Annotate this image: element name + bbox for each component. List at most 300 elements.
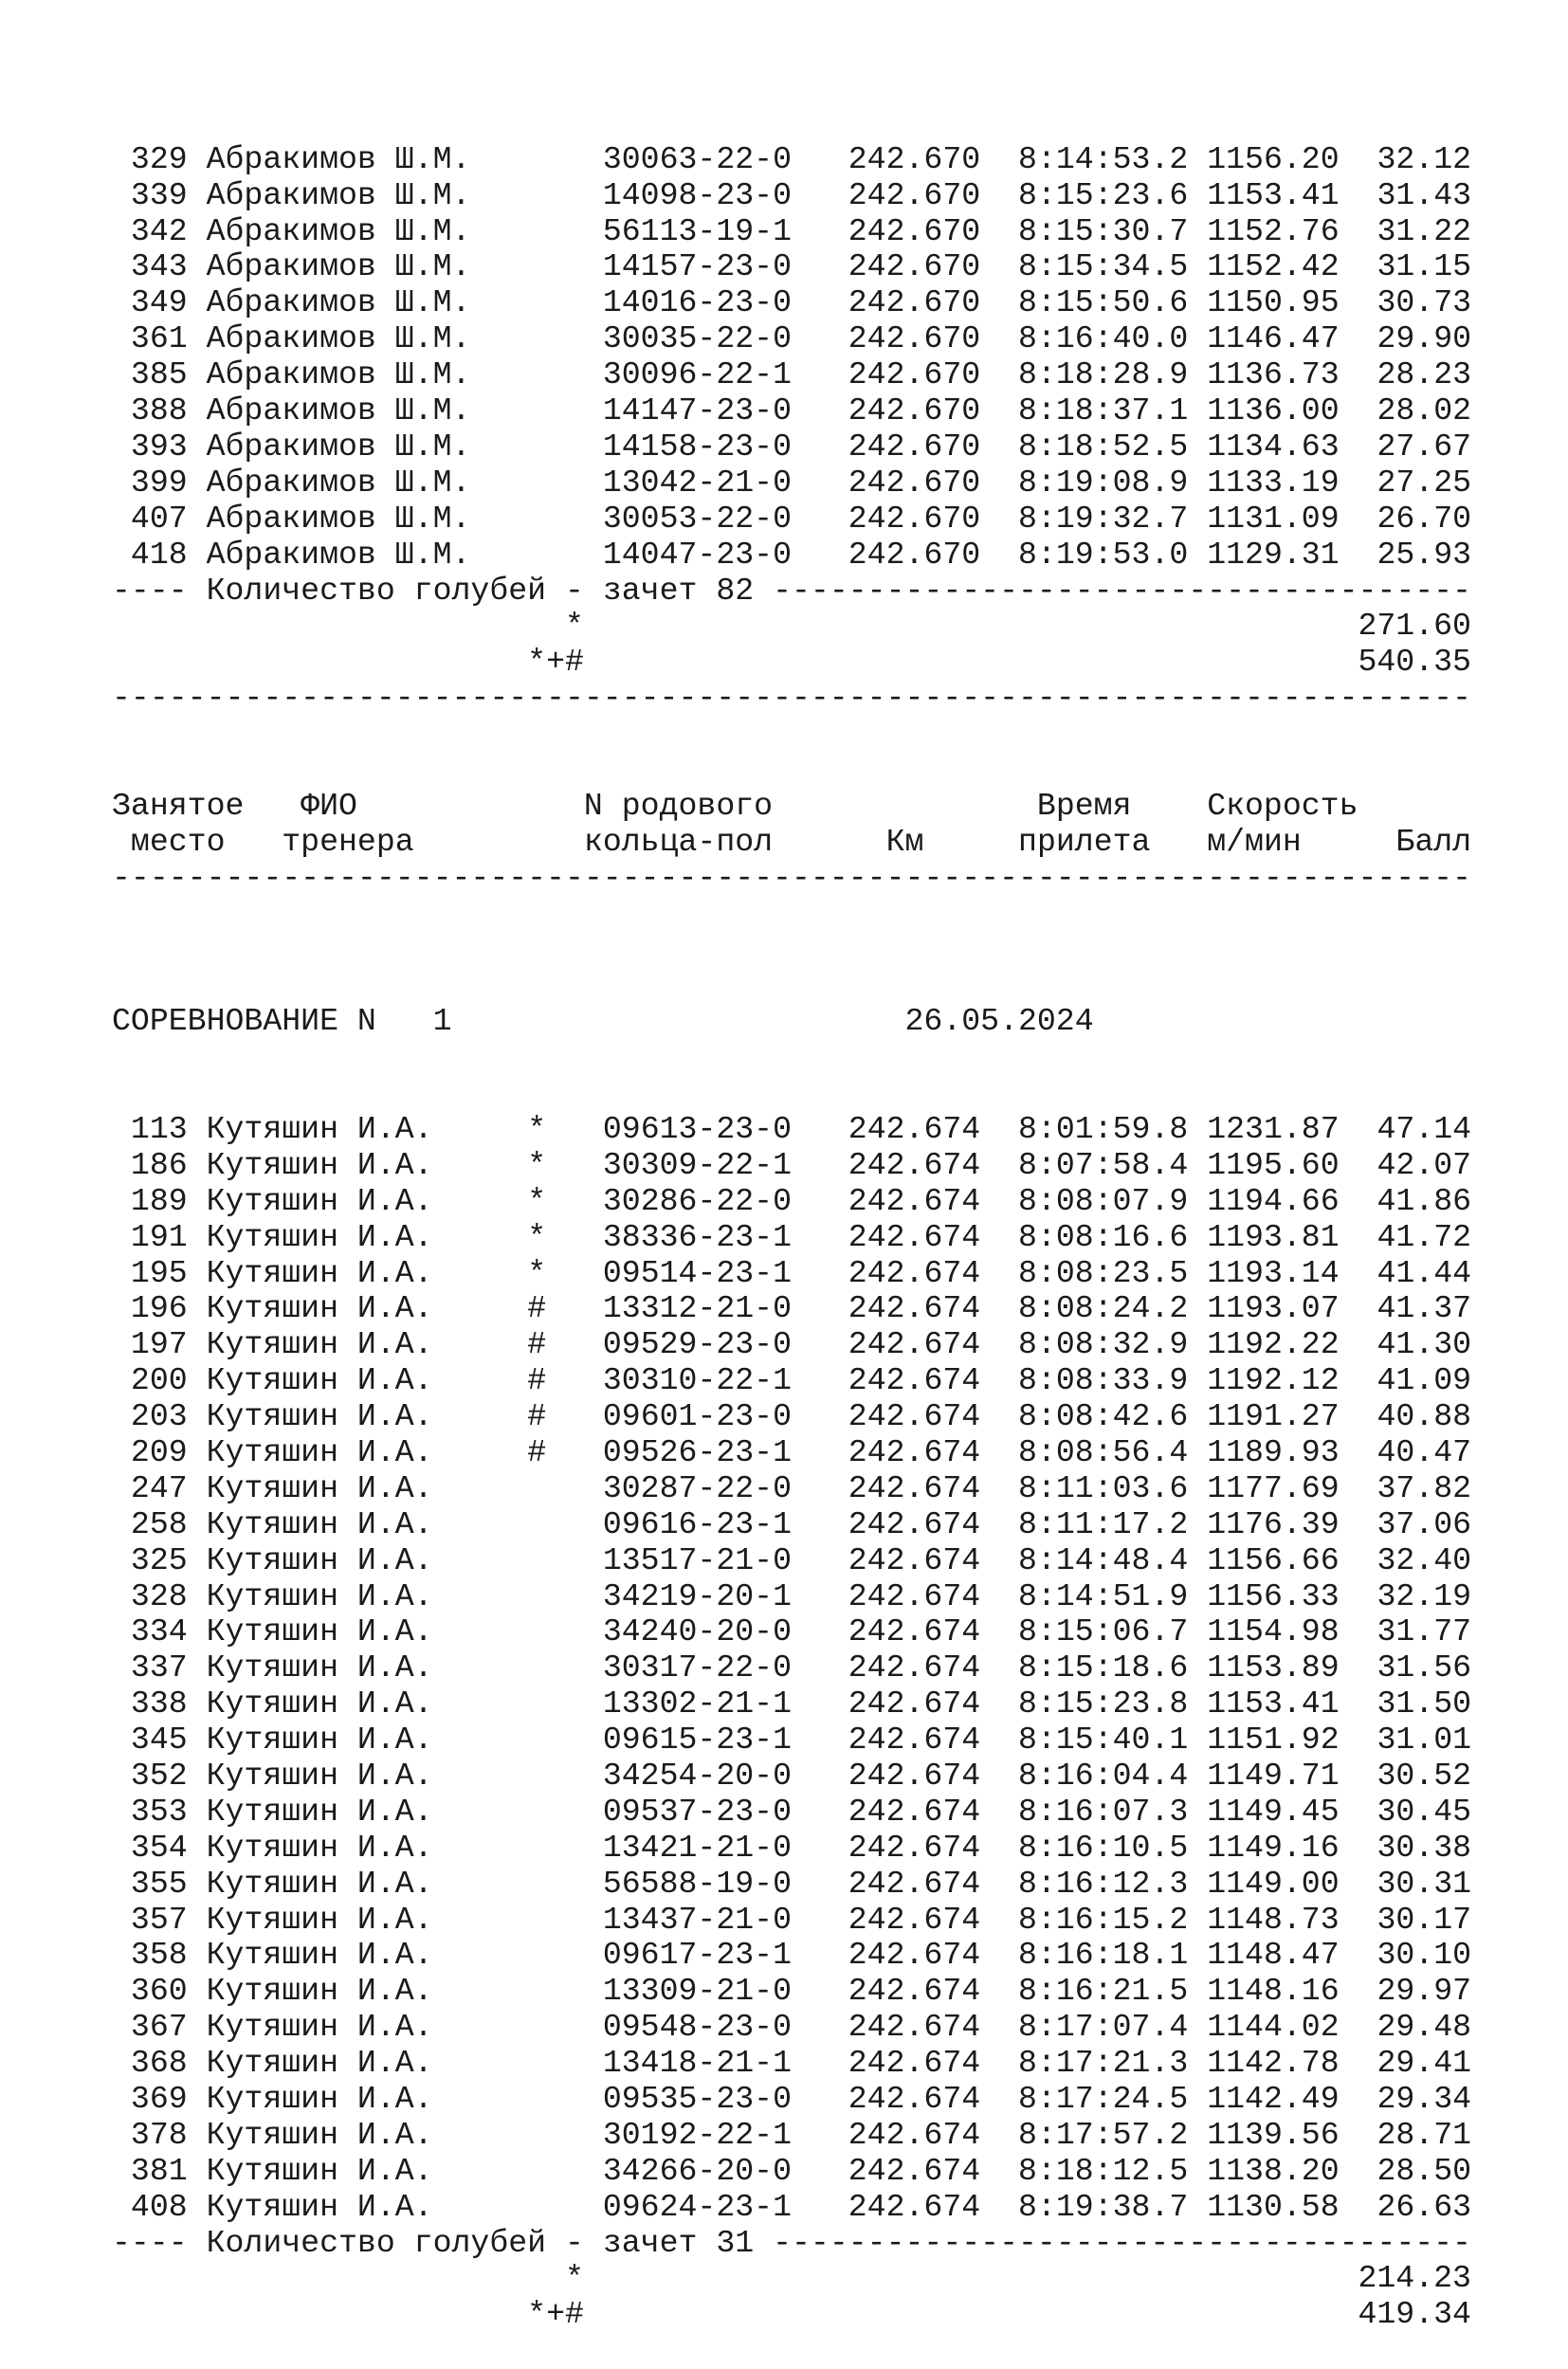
name-cell: Кутяшин И.А. — [206, 1110, 433, 1147]
speed-cell: 1193.81 — [1207, 1218, 1340, 1255]
time-cell: 8:17:24.5 — [1018, 2081, 1189, 2117]
time-cell: 8:15:23.6 — [1018, 176, 1189, 213]
results-sheet — [112, 70, 1534, 2369]
table-row — [112, 1795, 1534, 1831]
points-cell: 37.82 — [1377, 1469, 1472, 1506]
section-abrakimov — [112, 142, 1534, 717]
name-cell: Кутяшин И.А. — [206, 1398, 433, 1435]
table-row — [112, 249, 1534, 285]
place-cell: 191 — [130, 1218, 188, 1255]
table-row — [112, 1471, 1534, 1507]
place-cell: 381 — [130, 2152, 188, 2189]
km-cell: 242.674 — [848, 2116, 981, 2153]
speed-cell: 1150.95 — [1207, 284, 1340, 321]
ring-cell: 13517-21-0 — [602, 1541, 793, 1578]
speed-cell: 1191.27 — [1207, 1398, 1340, 1435]
time-cell: 8:18:52.5 — [1018, 428, 1189, 465]
table-row — [112, 1148, 1534, 1184]
points-cell: 27.67 — [1377, 428, 1472, 465]
name-cell: Кутяшин И.А. — [206, 1505, 433, 1542]
divider-rule: ------------------------------------------------------------------------ — [112, 859, 1471, 896]
count-label: Количество голубей - зачет — [206, 572, 698, 609]
ring-cell: 14158-23-0 — [602, 428, 793, 465]
combo-total: 540.35 — [1358, 644, 1471, 681]
km-cell: 242.674 — [848, 1218, 981, 1255]
header-ring: N родового — [583, 787, 774, 824]
place-cell: 367 — [130, 2009, 188, 2046]
combo-total: 419.34 — [1358, 2296, 1471, 2333]
points-cell: 37.06 — [1377, 1505, 1472, 1542]
combo-label: *+# — [527, 2296, 584, 2333]
header-speed: Скорость — [1207, 787, 1358, 824]
table-row — [112, 1399, 1534, 1435]
name-cell: Кутяшин И.А. — [206, 1182, 433, 1219]
ring-cell: 09537-23-0 — [602, 1793, 793, 1830]
km-cell: 242.674 — [848, 2188, 981, 2225]
name-cell: Кутяшин И.А. — [206, 1865, 433, 1902]
rule-lead: ---- — [112, 572, 207, 609]
table-row — [112, 357, 1534, 393]
points-cell: 29.48 — [1377, 2009, 1472, 2046]
km-cell: 242.674 — [848, 1362, 981, 1399]
speed-cell: 1144.02 — [1207, 2009, 1340, 2046]
place-cell: 361 — [130, 320, 188, 357]
points-cell: 25.93 — [1377, 536, 1472, 573]
star-total-line — [112, 2261, 1534, 2297]
place-cell: 325 — [130, 1541, 188, 1578]
time-cell: 8:16:04.4 — [1018, 1757, 1189, 1794]
points-cell: 32.40 — [1377, 1541, 1472, 1578]
mark-cell: * — [527, 1218, 547, 1255]
place-cell: 209 — [130, 1433, 188, 1470]
time-cell: 8:19:38.7 — [1018, 2188, 1189, 2225]
time-cell: 8:16:40.0 — [1018, 320, 1189, 357]
points-cell: 30.45 — [1377, 1793, 1472, 1830]
time-cell: 8:16:07.3 — [1018, 1793, 1189, 1830]
star-total-line — [112, 609, 1534, 645]
time-cell: 8:08:16.6 — [1018, 1218, 1189, 1255]
speed-cell: 1153.41 — [1207, 176, 1340, 213]
place-cell: 378 — [130, 2116, 188, 2153]
divider — [112, 681, 1534, 717]
time-cell: 8:17:21.3 — [1018, 2045, 1189, 2082]
points-cell: 41.30 — [1377, 1326, 1472, 1363]
km-cell: 242.674 — [848, 1541, 981, 1578]
mark-cell: # — [527, 1326, 547, 1363]
ring-cell: 14016-23-0 — [602, 284, 793, 321]
name-cell: Кутяшин И.А. — [206, 2152, 433, 2189]
ring-cell: 13418-21-1 — [602, 2045, 793, 2082]
speed-cell: 1153.41 — [1207, 1686, 1340, 1722]
ring-cell: 13042-21-0 — [602, 464, 793, 501]
name-cell: Кутяшин И.А. — [206, 1362, 433, 1399]
time-cell: 8:16:10.5 — [1018, 1829, 1189, 1866]
mark-cell: * — [527, 1182, 547, 1219]
ring-cell: 56588-19-0 — [602, 1865, 793, 1902]
km-cell: 242.674 — [848, 1290, 981, 1327]
place-cell: 334 — [130, 1613, 188, 1650]
km-cell: 242.674 — [848, 1469, 981, 1506]
time-cell: 8:14:48.4 — [1018, 1541, 1189, 1578]
points-cell: 31.77 — [1377, 1613, 1472, 1650]
star-total: 271.60 — [1358, 608, 1471, 645]
speed-cell: 1192.12 — [1207, 1362, 1340, 1399]
mark-cell: # — [527, 1398, 547, 1435]
km-cell: 242.674 — [848, 1182, 981, 1219]
table-row — [112, 2118, 1534, 2154]
rule-tail: ------------------------------------- — [773, 572, 1471, 609]
time-cell: 8:14:53.2 — [1018, 140, 1189, 177]
place-cell: 258 — [130, 1505, 188, 1542]
place-cell: 196 — [130, 1290, 188, 1327]
place-cell: 360 — [130, 1973, 188, 2010]
header-place: Занятое — [112, 787, 245, 824]
speed-cell: 1151.92 — [1207, 1722, 1340, 1759]
name-cell: Абракимов Ш.М. — [206, 248, 471, 285]
points-cell: 28.02 — [1377, 392, 1472, 429]
ring-cell: 09529-23-0 — [602, 1326, 793, 1363]
time-cell: 8:16:21.5 — [1018, 1973, 1189, 2010]
name-cell: Кутяшин И.А. — [206, 1433, 433, 1470]
km-cell: 242.674 — [848, 1865, 981, 1902]
speed-cell: 1194.66 — [1207, 1182, 1340, 1219]
place-cell: 407 — [130, 500, 188, 537]
ring-cell: 30309-22-1 — [602, 1146, 793, 1183]
speed-cell: 1192.22 — [1207, 1326, 1340, 1363]
speed-cell: 1177.69 — [1207, 1469, 1340, 1506]
place-cell: 408 — [130, 2188, 188, 2225]
place-cell: 343 — [130, 248, 188, 285]
table-row — [112, 2154, 1534, 2190]
place-cell: 200 — [130, 1362, 188, 1399]
place-cell: 355 — [130, 1865, 188, 1902]
speed-cell: 1148.73 — [1207, 1901, 1340, 1938]
km-cell: 242.670 — [848, 212, 981, 249]
speed-cell: 1156.66 — [1207, 1541, 1340, 1578]
name-cell: Кутяшин И.А. — [206, 1290, 433, 1327]
speed-cell: 1149.45 — [1207, 1793, 1340, 1830]
place-cell: 189 — [130, 1182, 188, 1219]
ring-cell: 09601-23-0 — [602, 1398, 793, 1435]
time-cell: 8:15:23.8 — [1018, 1686, 1189, 1722]
km-cell: 242.670 — [848, 536, 981, 573]
time-cell: 8:18:12.5 — [1018, 2152, 1189, 2189]
points-cell: 40.47 — [1377, 1433, 1472, 1470]
speed-cell: 1129.31 — [1207, 536, 1340, 573]
table-row — [112, 1759, 1534, 1795]
km-cell: 242.670 — [848, 428, 981, 465]
name-cell: Кутяшин И.А. — [206, 2116, 433, 2153]
mark-cell: * — [527, 1146, 547, 1183]
points-cell: 28.71 — [1377, 2116, 1472, 2153]
points-cell: 41.86 — [1377, 1182, 1472, 1219]
time-cell: 8:16:18.1 — [1018, 1937, 1189, 1974]
combo-total-line — [112, 2297, 1534, 2333]
time-cell: 8:11:17.2 — [1018, 1505, 1189, 1542]
mark-cell: # — [527, 1362, 547, 1399]
name-cell: Абракимов Ш.М. — [206, 212, 471, 249]
km-cell: 242.674 — [848, 1793, 981, 1830]
table-row — [112, 1220, 1534, 1256]
place-cell: 349 — [130, 284, 188, 321]
name-cell: Кутяшин И.А. — [206, 1146, 433, 1183]
speed-cell: 1156.33 — [1207, 1577, 1340, 1614]
speed-cell: 1193.14 — [1207, 1254, 1340, 1291]
km-cell: 242.670 — [848, 140, 981, 177]
time-cell: 8:07:58.4 — [1018, 1146, 1189, 1183]
time-cell: 8:08:33.9 — [1018, 1362, 1189, 1399]
header-ring-2: кольца-пол — [583, 823, 774, 860]
name-cell: Кутяшин И.А. — [206, 1829, 433, 1866]
time-cell: 8:01:59.8 — [1018, 1110, 1189, 1147]
speed-cell: 1152.42 — [1207, 248, 1340, 285]
time-cell: 8:08:23.5 — [1018, 1254, 1189, 1291]
competition-row — [112, 1004, 1534, 1040]
table-row — [112, 178, 1534, 214]
place-cell: 195 — [130, 1254, 188, 1291]
place-cell: 399 — [130, 464, 188, 501]
km-cell: 242.674 — [848, 1505, 981, 1542]
section-kutyashin — [112, 1112, 1534, 2333]
ring-cell: 38336-23-1 — [602, 1218, 793, 1255]
star-total: 214.23 — [1358, 2260, 1471, 2297]
table-row — [112, 1614, 1534, 1650]
table-row — [112, 142, 1534, 178]
name-cell: Кутяшин И.А. — [206, 1254, 433, 1291]
name-cell: Абракимов Ш.М. — [206, 500, 471, 537]
name-cell: Абракимов Ш.М. — [206, 536, 471, 573]
count-value: 82 — [716, 572, 755, 609]
km-cell: 242.670 — [848, 320, 981, 357]
ring-cell: 30317-22-0 — [602, 1649, 793, 1686]
speed-cell: 1136.73 — [1207, 356, 1340, 393]
name-cell: Кутяшин И.А. — [206, 1613, 433, 1650]
name-cell: Кутяшин И.А. — [206, 1686, 433, 1722]
table-row — [112, 1722, 1534, 1759]
name-cell: Кутяшин И.А. — [206, 2045, 433, 2082]
km-cell: 242.670 — [848, 248, 981, 285]
points-cell: 26.70 — [1377, 500, 1472, 537]
name-cell: Кутяшин И.А. — [206, 2188, 433, 2225]
table-row — [112, 2010, 1534, 2046]
ring-cell: 13312-21-0 — [602, 1290, 793, 1327]
points-cell: 47.14 — [1377, 1110, 1472, 1147]
ring-cell: 13421-21-0 — [602, 1829, 793, 1866]
competition-label: СОРЕВНОВАНИЕ N — [112, 1003, 376, 1040]
km-cell: 242.674 — [848, 1326, 981, 1363]
header-time-2: прилета — [1018, 823, 1151, 860]
table-row — [112, 285, 1534, 321]
name-cell: Абракимов Ш.М. — [206, 428, 471, 465]
ring-cell: 09616-23-1 — [602, 1505, 793, 1542]
table-row — [112, 1112, 1534, 1148]
place-cell: 328 — [130, 1577, 188, 1614]
place-cell: 203 — [130, 1398, 188, 1435]
place-cell: 354 — [130, 1829, 188, 1866]
ring-cell: 30096-22-1 — [602, 356, 793, 393]
points-cell: 31.43 — [1377, 176, 1472, 213]
name-cell: Кутяшин И.А. — [206, 1793, 433, 1830]
speed-cell: 1134.63 — [1207, 428, 1340, 465]
time-cell: 8:08:42.6 — [1018, 1398, 1189, 1435]
km-cell: 242.674 — [848, 1686, 981, 1722]
table-row — [112, 501, 1534, 538]
km-cell: 242.674 — [848, 1901, 981, 1938]
name-cell: Абракимов Ш.М. — [206, 320, 471, 357]
km-cell: 242.670 — [848, 392, 981, 429]
table-row — [112, 1363, 1534, 1399]
points-cell: 27.25 — [1377, 464, 1472, 501]
name-cell: Кутяшин И.А. — [206, 1937, 433, 1974]
points-cell: 30.52 — [1377, 1757, 1472, 1794]
speed-cell: 1146.47 — [1207, 320, 1340, 357]
points-cell: 29.97 — [1377, 1973, 1472, 2010]
place-cell: 369 — [130, 2081, 188, 2117]
km-cell: 242.674 — [848, 1722, 981, 1759]
time-cell: 8:19:53.0 — [1018, 536, 1189, 573]
table-row — [112, 1327, 1534, 1363]
points-cell: 41.44 — [1377, 1254, 1472, 1291]
speed-cell: 1142.49 — [1207, 2081, 1340, 2117]
km-cell: 242.674 — [848, 2152, 981, 2189]
speed-cell: 1149.71 — [1207, 1757, 1340, 1794]
table-row — [112, 1831, 1534, 1867]
place-cell: 338 — [130, 1686, 188, 1722]
speed-cell: 1136.00 — [1207, 392, 1340, 429]
km-cell: 242.674 — [848, 1973, 981, 2010]
table-row — [112, 429, 1534, 465]
place-cell: 353 — [130, 1793, 188, 1830]
name-cell: Абракимов Ш.М. — [206, 176, 471, 213]
km-cell: 242.674 — [848, 1829, 981, 1866]
table-header — [112, 789, 1534, 933]
header-km: Км — [885, 823, 924, 860]
points-cell: 30.10 — [1377, 1937, 1472, 1974]
ring-cell: 14098-23-0 — [602, 176, 793, 213]
star-label: * — [564, 2260, 584, 2297]
ring-cell: 30310-22-1 — [602, 1362, 793, 1399]
points-cell: 41.09 — [1377, 1362, 1472, 1399]
points-cell: 31.56 — [1377, 1649, 1472, 1686]
table-row — [112, 1974, 1534, 2010]
points-cell: 29.41 — [1377, 2045, 1472, 2082]
speed-cell: 1195.60 — [1207, 1146, 1340, 1183]
ring-cell: 09535-23-0 — [602, 2081, 793, 2117]
time-cell: 8:17:07.4 — [1018, 2009, 1189, 2046]
points-cell: 31.15 — [1377, 248, 1472, 285]
time-cell: 8:15:18.6 — [1018, 1649, 1189, 1686]
ring-cell: 09526-23-1 — [602, 1433, 793, 1470]
points-cell: 31.01 — [1377, 1722, 1472, 1759]
name-cell: Кутяшин И.А. — [206, 1901, 433, 1938]
name-cell: Абракимов Ш.М. — [206, 392, 471, 429]
time-cell: 8:18:37.1 — [1018, 392, 1189, 429]
speed-cell: 1156.20 — [1207, 140, 1340, 177]
table-row — [112, 1867, 1534, 1903]
place-cell: 113 — [130, 1110, 188, 1147]
time-cell: 8:15:50.6 — [1018, 284, 1189, 321]
speed-cell: 1149.16 — [1207, 1829, 1340, 1866]
km-cell: 242.674 — [848, 1577, 981, 1614]
count-line — [112, 2226, 1534, 2262]
place-cell: 337 — [130, 1649, 188, 1686]
points-cell: 31.50 — [1377, 1686, 1472, 1722]
ring-cell: 14047-23-0 — [602, 536, 793, 573]
points-cell: 40.88 — [1377, 1398, 1472, 1435]
mark-cell: * — [527, 1110, 547, 1147]
ring-cell: 34254-20-0 — [602, 1757, 793, 1794]
name-cell: Кутяшин И.А. — [206, 2009, 433, 2046]
km-cell: 242.670 — [848, 464, 981, 501]
header-place-2: место — [130, 823, 226, 860]
km-cell: 242.674 — [848, 1254, 981, 1291]
km-cell: 242.674 — [848, 1398, 981, 1435]
table-row — [112, 1507, 1534, 1543]
header-points: Балл — [1395, 823, 1472, 860]
ring-cell: 09514-23-1 — [602, 1254, 793, 1291]
name-cell: Абракимов Ш.М. — [206, 356, 471, 393]
count-line — [112, 574, 1534, 610]
ring-cell: 34219-20-1 — [602, 1577, 793, 1614]
speed-cell: 1131.09 — [1207, 500, 1340, 537]
ring-cell: 09617-23-1 — [602, 1937, 793, 1974]
count-label: Количество голубей - зачет — [206, 2224, 698, 2261]
table-row — [112, 2082, 1534, 2118]
time-cell: 8:16:12.3 — [1018, 1865, 1189, 1902]
speed-cell: 1138.20 — [1207, 2152, 1340, 2189]
name-cell: Кутяшин И.А. — [206, 2081, 433, 2117]
rule-lead: ---- — [112, 2224, 207, 2261]
table-row — [112, 1938, 1534, 1974]
name-cell: Кутяшин И.А. — [206, 1649, 433, 1686]
time-cell: 8:17:57.2 — [1018, 2116, 1189, 2153]
name-cell: Кутяшин И.А. — [206, 1469, 433, 1506]
name-cell: Кутяшин И.А. — [206, 1973, 433, 2010]
speed-cell: 1142.78 — [1207, 2045, 1340, 2082]
table-row — [112, 1543, 1534, 1579]
time-cell: 8:19:32.7 — [1018, 500, 1189, 537]
combo-total-line — [112, 645, 1534, 681]
km-cell: 242.674 — [848, 1146, 981, 1183]
name-cell: Абракимов Ш.М. — [206, 140, 471, 177]
points-cell: 29.90 — [1377, 320, 1472, 357]
km-cell: 242.674 — [848, 1649, 981, 1686]
time-cell: 8:16:15.2 — [1018, 1901, 1189, 1938]
points-cell: 30.73 — [1377, 284, 1472, 321]
table-row — [112, 321, 1534, 357]
mark-cell: * — [527, 1254, 547, 1291]
name-cell: Кутяшин И.А. — [206, 1541, 433, 1578]
km-cell: 242.674 — [848, 1110, 981, 1147]
time-cell: 8:19:08.9 — [1018, 464, 1189, 501]
km-cell: 242.670 — [848, 284, 981, 321]
table-row — [112, 214, 1534, 250]
points-cell: 32.12 — [1377, 140, 1472, 177]
km-cell: 242.674 — [848, 2009, 981, 2046]
speed-cell: 1148.16 — [1207, 1973, 1340, 2010]
rule-tail: ------------------------------------- — [773, 2224, 1471, 2261]
star-label: * — [564, 608, 584, 645]
name-cell: Абракимов Ш.М. — [206, 284, 471, 321]
competition-date: 26.05.2024 — [904, 1003, 1094, 1040]
name-cell: Кутяшин И.А. — [206, 1326, 433, 1363]
ring-cell: 14147-23-0 — [602, 392, 793, 429]
competition-number: 1 — [432, 1003, 452, 1040]
place-cell: 393 — [130, 428, 188, 465]
speed-cell: 1153.89 — [1207, 1649, 1340, 1686]
place-cell: 368 — [130, 2045, 188, 2082]
place-cell: 339 — [130, 176, 188, 213]
